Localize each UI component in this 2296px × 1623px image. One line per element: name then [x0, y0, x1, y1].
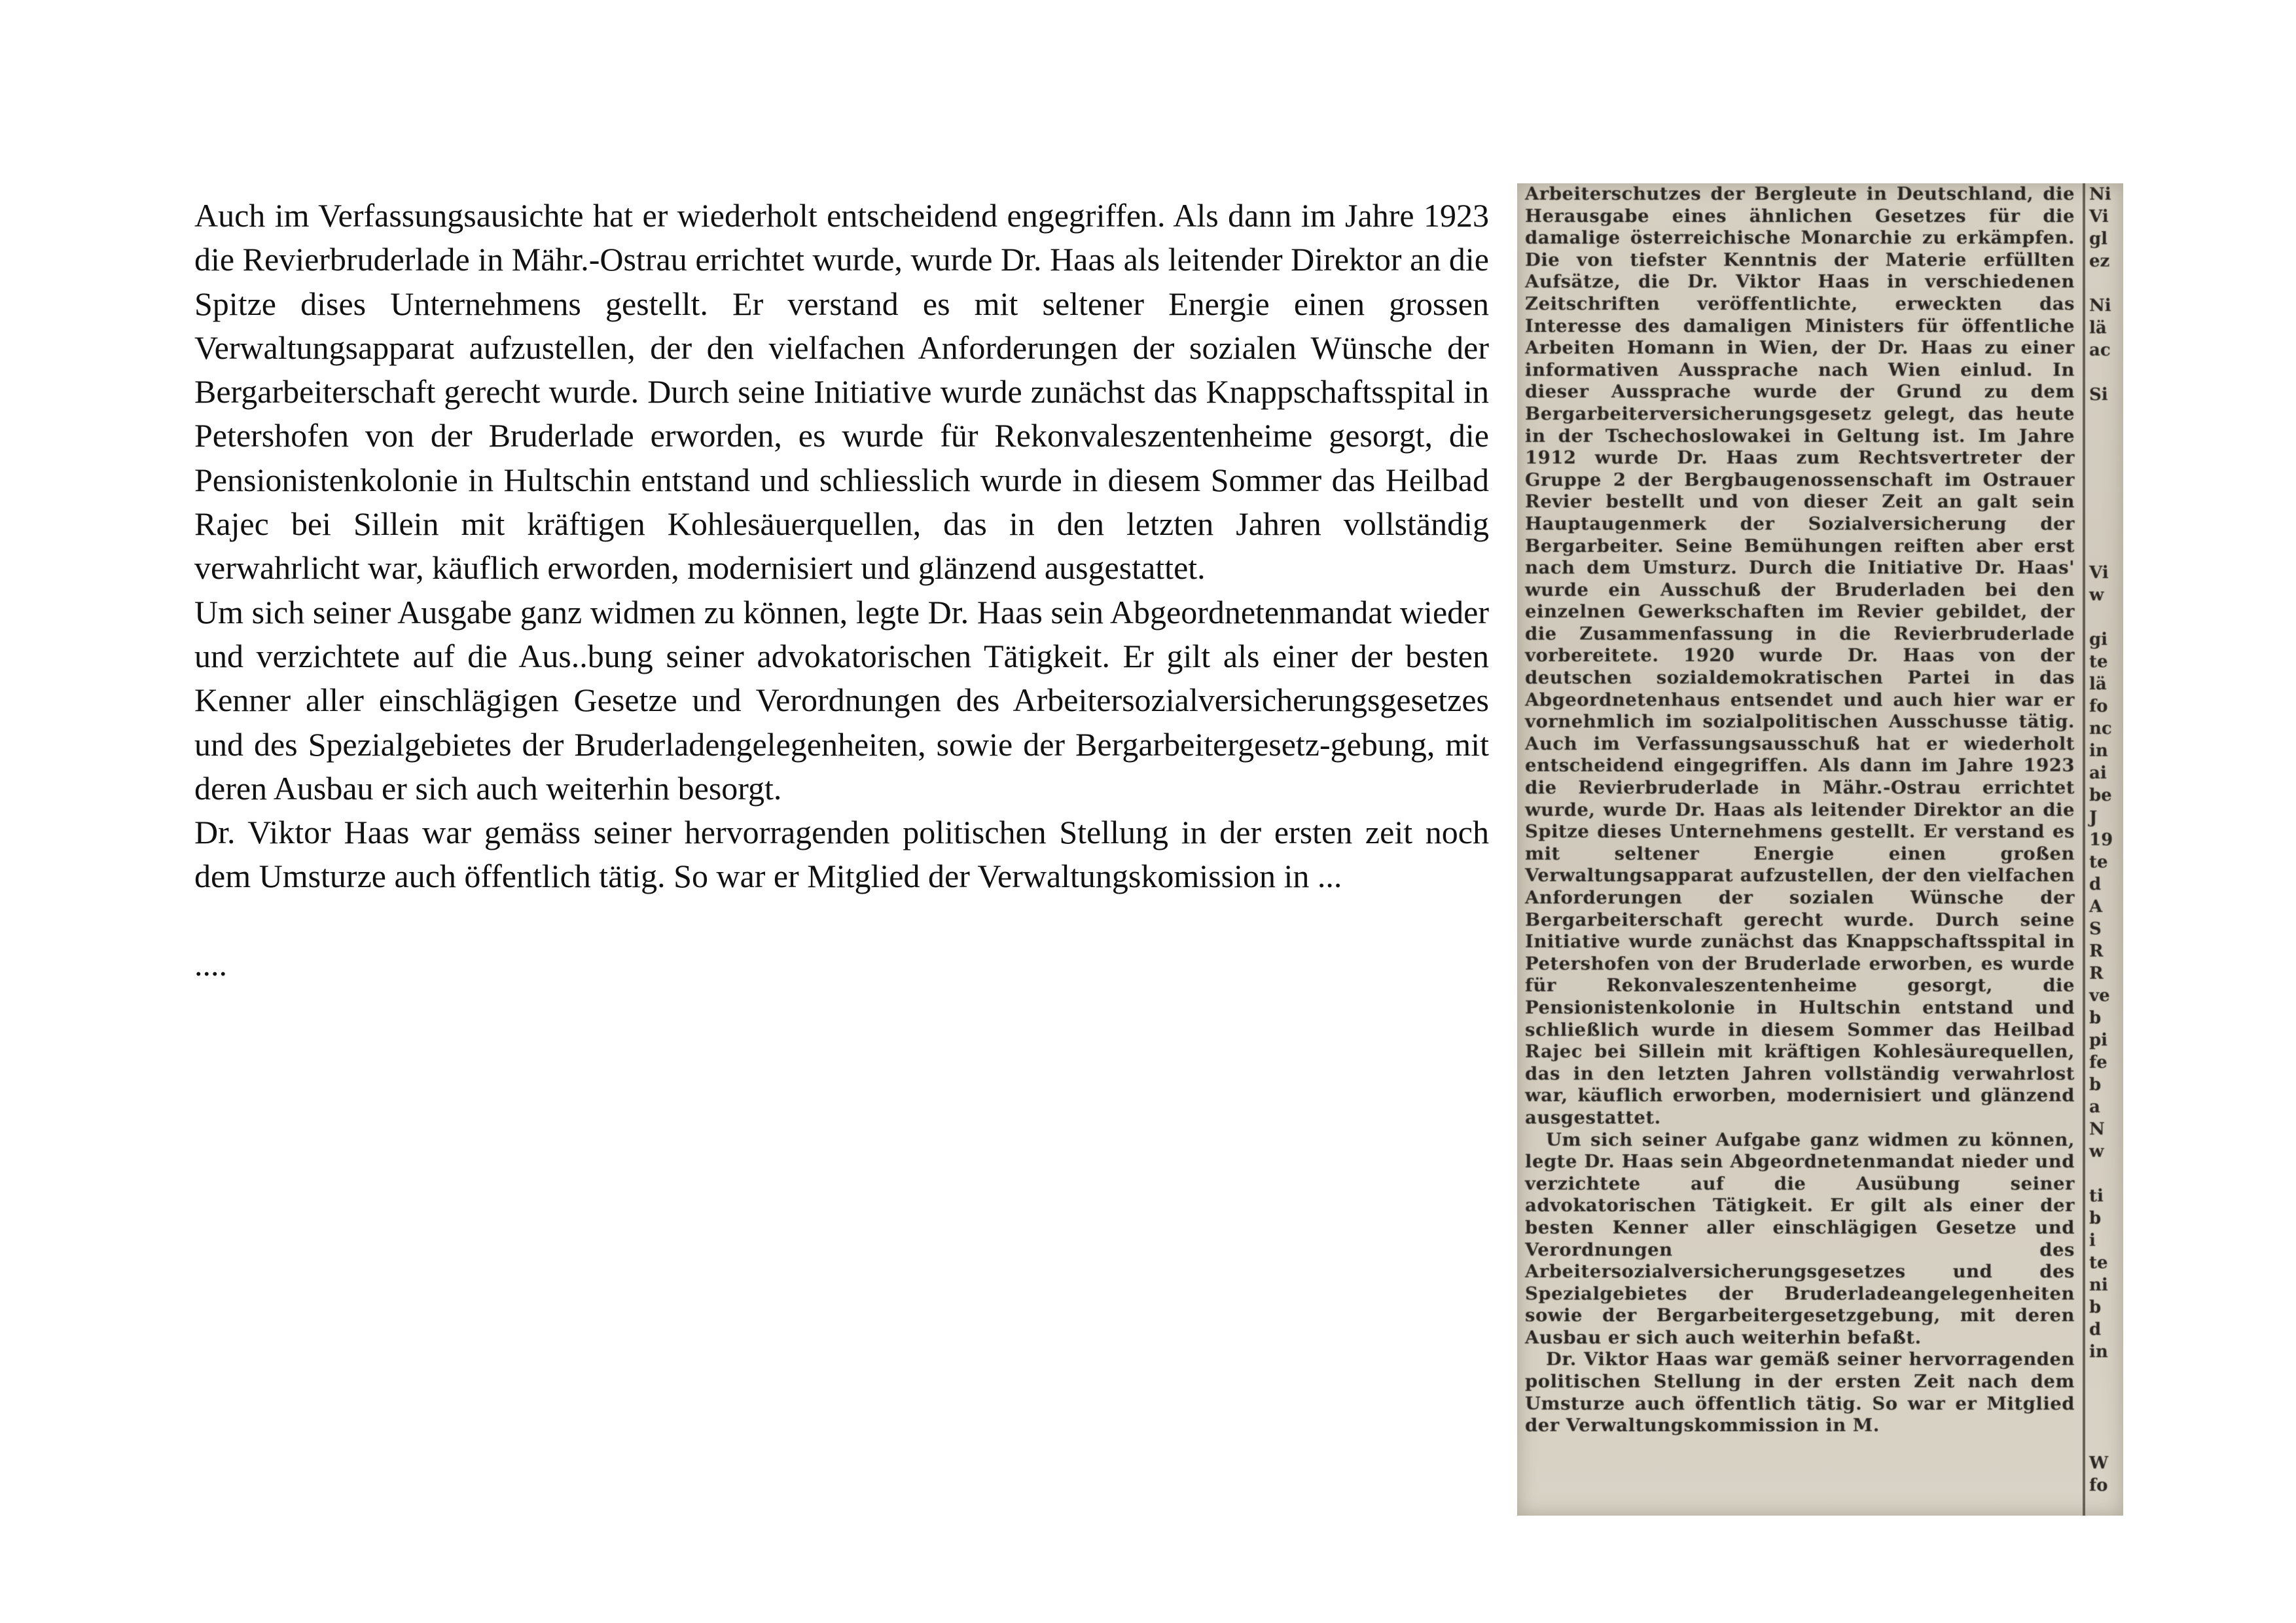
adjacent-column-fragment: nc [2089, 719, 2112, 739]
adjacent-column-fragment [2089, 517, 2123, 539]
adjacent-column-fragment: lä [2089, 674, 2107, 694]
adjacent-column-fragment [2089, 1163, 2123, 1185]
adjacent-column-fragment: ez [2089, 251, 2110, 271]
adjacent-column-fragment: b [2089, 1008, 2102, 1028]
adjacent-column-fragment: fo [2089, 697, 2108, 716]
adjacent-column-fragment: fe [2089, 1053, 2108, 1072]
transcription-paragraph-2: Um sich seiner Ausgabe ganz widmen zu können, legte Dr. Haas sein Abgeordnetenmandat wieder und verzichtete auf die Aus..bung seiner advokatorischen Tätigkeit. Er gilt als einer der besten Kenner aller einschlägigen Gesetze und Verordnungen des Arbeitersozialversicherungsgesetzes und des Spezialgebietes der Bruderladengelegenheiten, sowie der Bergarbeitergesetz-gebung, mit deren Ausbau er sich auch weiterhin besorgt. [194, 593, 1489, 807]
adjacent-column-fragment [2089, 1363, 2123, 1385]
adjacent-column-fragment: gi [2089, 630, 2108, 649]
adjacent-column-fragment: te [2089, 1253, 2108, 1273]
adjacent-column-fragment: A [2089, 897, 2103, 917]
clipping-paragraph-1: Arbeiterschutzes der Bergleute in Deutschland, die Herausgabe eines ähnlichen Gesetzes für die damalige österreichische Monarchie zu erkämpfen. Die von tiefster Kenntnis der Materie erfüllten Aufsätze, die Dr. Viktor Haas in verschiedenen Zeitschriften veröffentlichte, erweckten das Interesse des damaligen Ministers für öffentliche Arbeiten Homann in Wien, der Dr. Haas zu einer informativen Aussprache nach Wien einlud. In dieser Aussprache wurde der Grund zu dem Bergarbeiterversicherungsgesetz gelegt, das heute in der Tschechoslowakei in Geltung ist. Im Jahre 1912 wurde Dr. Haas zum Rechtsvertreter der Gruppe 2 der Bergbaugenossenschaft im Ostrauer Revier bestellt und von dieser Zeit an galt sein Hauptaugenmerk der Sozialversicherung der Bergarbeiter. Seine Bemühungen reiften aber erst nach dem Umsturz. Durch die Initiative Dr. Haas' wurde ein Ausschuß der Bruderladen bei den einzelnen Gewerkschaften im Revier gebildet, der die Zusammenfassung in die Revierbruderlade vorbereitete. 1920 wurde Dr. Haas von der deutschen sozialdemokratischen Partei in das Abgeordnetenhaus entsendet und auch hier war er vornehmlich im sozialpolitischen Ausschusse tätig. Auch im Verfassungsausschuß hat er wiederholt entscheidend eingegriffen. Als dann im Jahre 1923 die Revierbruderlade in Mähr.-Ostrau errichtet wurde, wurde Dr. Haas als leitender Direktor an die Spitze dieses Unternehmens gestellt. Er verstand es mit seltener Energie einen großen Verwaltungsapparat aufzustellen, der den vielfachen Anforderungen der sozialen Wünsche der Bergarbeiterschaft gerecht wurde. Durch seine Initiative wurde zunächst das Knappschaftsspital in Petershofen von der Bruderlade erworben, es wurde für Rekonvaleszentenheime gesorgt, die Pensionistenkolonie in Hultschin entstand und schließlich wurde in diesem Sommer das Heilbad Rajec bei Sillein mit kräftigen Kohlesäurequellen, das in den letzten Jahren vollständig verwahrlost war, käuflich erworben, modernisiert und glänzend ausgestattet. [1525, 183, 2075, 1128]
adjacent-column-fragment [2089, 539, 2123, 562]
adjacent-column-fragment: Ni [2089, 296, 2111, 316]
adjacent-column-fragment [2089, 361, 2123, 384]
clipping-paragraph-2: Um sich seiner Aufgabe ganz widmen zu können, legte Dr. Haas sein Abgeordnetenmandat nieder und verzichtete auf die Ausübung seiner advokatorischen Tätigkeit. Er gilt als einer der besten Kenner aller einschlägigen Gesetze und Verordnungen des Arbeitersozialversicherungsgesetzes und des Spezialgebietes der Bruderladeangelegenheiten sowie der Bergarbeitergesetzgebung, mit deren Ausbau er sich auch weiterhin befaßt. [1525, 1129, 2075, 1348]
adjacent-column-fragment: b [2089, 1209, 2102, 1228]
adjacent-column-fragment: N [2089, 1120, 2105, 1139]
adjacent-column-fragment: fo [2089, 1476, 2108, 1495]
adjacent-column-fragment: ai [2089, 763, 2107, 783]
adjacent-column-fragment: d [2089, 875, 2102, 894]
transcription-text [194, 194, 1489, 987]
newspaper-clipping-image [1517, 183, 2123, 1516]
adjacent-column-fragment: w [2089, 585, 2104, 605]
adjacent-column-fragment: Si [2089, 385, 2108, 405]
clipping-adjacent-column [2089, 183, 2123, 1516]
adjacent-column-fragment: J [2089, 808, 2098, 828]
transcription-paragraph-3: Dr. Viktor Haas war gemäss seiner hervorragenden politischen Stellung in der ersten zeit noch dem Umsturze auch öffentlich tätig. So war er Mitglied der Verwaltungskomission in ... [194, 814, 1489, 895]
adjacent-column-fragment: ve [2089, 986, 2110, 1006]
adjacent-column-fragment: Vi [2089, 207, 2109, 227]
adjacent-column-fragment [2089, 606, 2123, 629]
adjacent-column-fragment: be [2089, 786, 2112, 805]
adjacent-column-fragment: b [2089, 1298, 2102, 1317]
clipping-main-column [1525, 183, 2075, 1516]
adjacent-column-fragment: S [2089, 919, 2102, 939]
adjacent-column-fragment: te [2089, 852, 2108, 872]
adjacent-column-fragment: Vi [2089, 563, 2109, 583]
adjacent-column-fragment [2089, 1408, 2123, 1430]
adjacent-column-fragment: b [2089, 1075, 2102, 1095]
adjacent-column-fragment: 19 [2089, 830, 2113, 850]
transcription-paragraph-1: Auch im Verfassungsausichte hat er wiederholt entscheidend engegriffen. Als dann im Jahre 1923 die Revierbruderlade in Mähr.-Ostrau errichtet wurde, wurde Dr. Haas als leitender Direktor an die Spitze dises Unternehmens gestellt. Er verstand es mit seltener Energie einen grossen Verwaltungsapparat aufzustellen, der den vielfachen Anforderungen der sozialen Wünsche der Bergarbeiterschaft gerecht wurde. Durch seine Initiative wurde zunächst das Knappschaftsspital in Petershofen von der Bruderlade erworden, es wurde für Rekonvaleszentenheime gesorgt, die Pensionistenkolonie in Hultschin entstand und schliesslich wurde in diesem Sommer das Heilbad Rajec bei Sillein mit kräftigen Kohlesäuerquellen, das in den letzten Jahren vollständig verwahrlicht war, käuflich erworden, modernisiert und glänzend ausgestattet. [194, 197, 1489, 587]
adjacent-column-fragment [2089, 1430, 2123, 1452]
adjacent-column-fragment [2089, 1385, 2123, 1408]
column-rule [2083, 183, 2085, 1516]
adjacent-column-fragment: W [2089, 1453, 2109, 1473]
adjacent-column-fragment: ti [2089, 1186, 2104, 1206]
adjacent-column-fragment [2089, 473, 2123, 495]
adjacent-column-fragment [2089, 406, 2123, 428]
adjacent-column-fragment: in [2089, 1342, 2108, 1362]
adjacent-column-fragment: R [2089, 941, 2104, 961]
adjacent-column-fragment [2089, 495, 2123, 517]
adjacent-column-fragment: d [2089, 1320, 2102, 1340]
adjacent-column-fragment: w [2089, 1142, 2104, 1161]
adjacent-column-fragment [2089, 428, 2123, 450]
adjacent-column-fragment: te [2089, 652, 2108, 672]
adjacent-column-fragment: lä [2089, 318, 2107, 338]
clipping-paragraph-3: Dr. Viktor Haas war gemäß seiner hervorragenden politischen Stellung in der ersten Zeit nach dem Umsturze auch öffentlich tätig. So war er Mitglied der Verwaltungskommission in M. [1525, 1349, 2075, 1436]
adjacent-column-fragment: i [2089, 1231, 2096, 1250]
adjacent-column-fragment: gl [2089, 229, 2108, 249]
adjacent-column-fragment: a [2089, 1097, 2100, 1117]
transcription-ellipsis: .... [194, 945, 227, 983]
adjacent-column-fragment [2089, 272, 2123, 295]
adjacent-column-fragment: ac [2089, 340, 2111, 360]
adjacent-column-fragment [2089, 450, 2123, 473]
adjacent-column-fragment: Ni [2089, 185, 2111, 204]
adjacent-column-fragment: ni [2089, 1275, 2108, 1295]
adjacent-column-fragment: R [2089, 964, 2104, 983]
adjacent-column-fragment: pi [2089, 1030, 2108, 1050]
adjacent-column-fragment: in [2089, 741, 2108, 761]
